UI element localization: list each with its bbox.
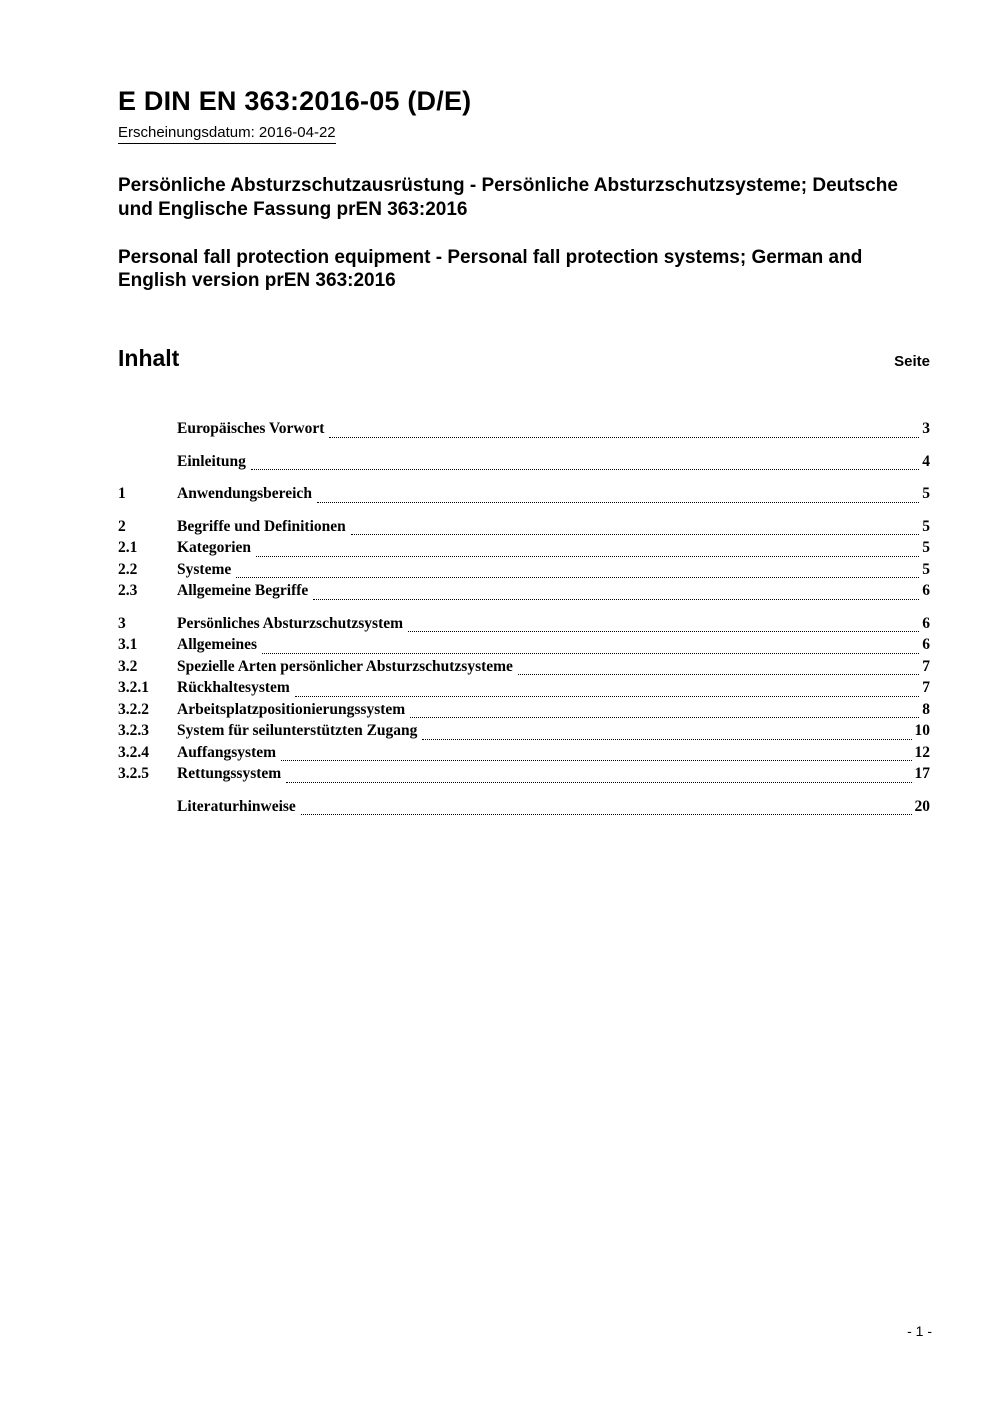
toc-entry-title: Einleitung [177,452,246,470]
toc-entry-number: 2.2 [118,560,138,578]
toc-entry-number: 3.2.5 [118,765,149,782]
toc-row [118,744,930,766]
toc-entry-page: 8 [922,700,930,718]
toc-dot-leader [236,577,919,578]
toc-entry-page: 5 [922,539,930,556]
toc-entry-title: Rückhaltesystem [177,679,290,696]
toc-entry-page: 10 [914,722,930,739]
toc-entry-number: 3.2.1 [118,679,149,696]
toc-entry-title: Spezielle Arten persönlicher Absturzschutzsysteme [177,657,513,675]
toc-entry-title: Persönliches Absturzschutzsystem [177,614,404,632]
toc-entry-page: 6 [922,636,930,653]
toc-entry-number: 3.2.4 [118,743,149,761]
toc-entry-page: 6 [922,614,930,632]
toc-entry-page: 12 [914,743,930,761]
toc-page-column-label: Seite [894,353,930,370]
toc-entry-number: 2.1 [118,539,138,556]
toc-entry-title: Europäisches Vorwort [177,420,325,437]
toc-entry-title: Anwendungsbereich [177,485,312,502]
toc-entry-title: Rettungssystem [177,765,282,782]
toc-dot-leader [295,696,919,697]
toc-row [118,658,930,680]
toc-entry-page: 5 [922,560,930,578]
toc-row [118,798,930,820]
toc-row [118,518,930,540]
release-date: Erscheinungsdatum: 2016-04-22 [118,124,336,144]
toc-dot-leader [281,760,911,761]
toc-entry-page: 3 [922,420,930,437]
toc-entry-number: 3.2 [118,657,138,675]
toc-dot-leader [301,814,912,815]
toc-entry-page: 7 [922,679,930,696]
toc-entry-title: Auffangsystem [177,743,277,761]
toc-dot-leader [408,631,919,632]
toc-entry-number: 3.1 [118,636,138,653]
toc-dot-leader [518,674,919,675]
toc-entry-page: 4 [922,452,930,470]
document-title-english: Personal fall protection equipment - Personal fall protection systems; German and English version prEN 363:2016 [118,246,863,292]
toc-entry-title: Kategorien [177,539,252,556]
toc-row [118,701,930,723]
toc-dot-leader [329,437,919,438]
toc-list [118,420,930,819]
toc-row [118,679,930,701]
document-number: E DIN EN 363:2016-05 (D/E) [118,86,472,116]
toc-entry-page: 20 [914,797,930,815]
toc-entry-page: 5 [922,517,930,535]
toc-entry-number: 2.3 [118,582,138,599]
toc-entry-page: 5 [922,485,930,502]
toc-entry-title: System für seilunterstützten Zugang [177,722,418,739]
toc-dot-leader [317,502,919,503]
toc-dot-leader [256,556,919,557]
toc-row [118,485,930,507]
toc-row [118,420,930,442]
document-title-german: Persönliche Absturzschutzausrüstung - Persönliche Absturzschutzsysteme; Deutsche und Englische Fassung prEN 363:2016 [118,175,898,220]
toc-entry-page: 7 [922,657,930,675]
toc-entry-page: 17 [914,765,930,782]
toc-entry-title: Allgemeines [177,636,258,653]
toc-row [118,539,930,561]
toc-entry-title: Allgemeine Begriffe [177,582,309,599]
toc-row [118,615,930,637]
toc-entry-number: 3 [118,614,126,632]
toc-entry-title: Arbeitsplatzpositionierungssystem [177,700,406,718]
toc-heading: Inhalt [118,345,180,371]
toc-row [118,582,930,604]
toc-row [118,765,930,787]
toc-row [118,561,930,583]
toc-dot-leader [351,534,919,535]
toc-row [118,636,930,658]
toc-entry-title: Literaturhinweise [177,797,296,815]
toc-row [118,722,930,744]
toc-dot-leader [410,717,919,718]
toc-entry-number: 3.2.3 [118,722,149,739]
toc-dot-leader [313,599,919,600]
toc-row [118,453,930,475]
toc-entry-number: 2 [118,517,126,535]
toc-dot-leader [422,739,911,740]
toc-header [118,345,930,372]
toc-entry-number: 3.2.2 [118,700,149,718]
toc-dot-leader [251,469,919,470]
toc-dot-leader [286,782,911,783]
toc-entry-page: 6 [922,582,930,599]
toc-entry-title: Begriffe und Definitionen [177,517,346,535]
footer-page-number: - 1 - [907,1323,932,1339]
toc-dot-leader [262,653,919,654]
toc-entry-title: Systeme [177,560,232,578]
toc-entry-number: 1 [118,485,126,502]
